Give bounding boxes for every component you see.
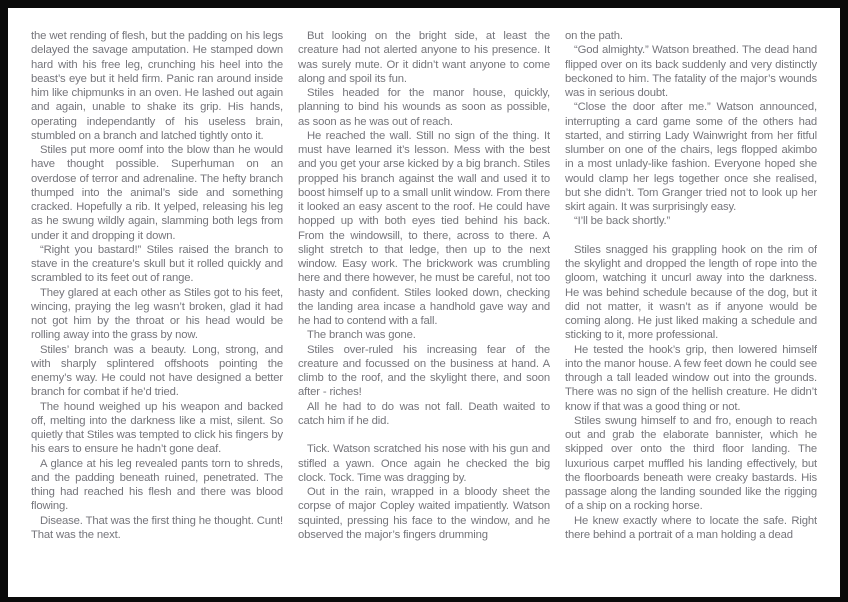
paragraph: Stiles put more oomf into the blow than he would have thought possible. Superhuman on an overdose of terror and adrenaline. The hefty branch thumped into the animal’s side and something cracked. Hopefully a rib. It yelped, releasing his leg as he swung wildly again, slamming both legs from under it and dropping it down. [31,144,283,242]
paragraph: Tick. Watson scratched his nose with his gun and stifled a yawn. Once again he checked the big clock. Tock. Time was dragging by. [298,443,550,484]
paragraph: A glance at his leg revealed pants torn to shreds, and the padding beneath ruined, penetrated. The thing had reached his flesh and there was blood flowing. [31,457,283,513]
paragraph: Stiles over-ruled his increasing fear of the creature and focussed on the business at hand. A climb to the roof, and the skylight there, and soon after - riches! [298,343,550,399]
paragraph: The branch was gone. [307,329,416,342]
paragraph: the wet rending of flesh, but the padding on his legs delayed the savage amputation. He stamped down hard with his free leg, crunching his heel into the beast’s eye but it held firm. Panic ran around inside him like chipmunks in an oven. He lashed out again and again, unable to shake its grip. His hands, operating independantly of his useless brain, stumbled on a branch and latched tightly onto it. [31,30,283,142]
paragraph: “God almighty.” Watson breathed. The dead hand flipped over on its back suddenly and very distinctly beckoned to him. The fatality of the major’s wounds was in serious doubt. [565,44,817,99]
paragraph: They glared at each other as Stiles got to his feet, wincing, praying the leg wasn’t broken, glad it had not got him by the throat or his head would be rolling away into the grass by now. [31,286,283,342]
paragraph: Out in the rain, wrapped in a bloody sheet the corpse of major Copley waited impatiently. Watson squinted, pressing his face to the window, and he observed the major’s fingers drumming [298,486,550,541]
paragraph: All he had to do was not fall. Death waited to catch him if he did. [298,400,550,427]
paragraph: He tested the hook’s grip, then lowered himself into the manor house. A few feet down he could see through a tall leaded window out into the grounds. There was no sign of the hellish creature. He didn’t know if that was a good thing or not. [565,343,817,413]
paragraph: Disease. That was the first thing he thought. Cunt! That was the next. [31,514,283,541]
paragraph: Stiles’ branch was a beauty. Long, strong, and with sharply splintered offshoots pointing the enemy’s way. He could not have designed a better branch for combat if he’d tried. [31,343,283,399]
paragraph: “I’ll be back shortly.” [574,215,671,228]
text-column-2 [298,29,550,581]
book-page [8,8,840,597]
paragraph: But looking on the bright side, at least the creature had not alerted anyone to his presence. It was surely mute. Or it didn’t want anyone to come along and spoil its fun. [298,30,550,85]
paragraph: The hound weighed up his weapon and backed off, melting into the darkness like a mist, silent. So quietly that Stiles was tempted to click his fingers by his ears to ensure he hadn’t gone deaf. [31,400,283,456]
paragraph: Stiles headed for the manor house, quickly, planning to bind his wounds as soon as possible, as soon as he was out of reach. [298,87,550,128]
paragraph: “Close the door after me.” Watson announced, interrupting a card game some of the others had started, and stirring Lady Wainwright from her fitful slumber on one of the chairs, legs flopped akimbo in a most unlady-like fashion. Everyone hoped she would clamp her legs together once she realised, but she didn’t. Tom Granger tried not to look up her skirt again. It was surprisingly easy. [565,101,817,213]
paragraph: He reached the wall. Still no sign of the thing. It must have learned it’s lesson. Mess with the best and you get your arse kicked by a big branch. Stiles propped his branch against the wall and used it to boost himself up to a small unlit window. From there it looked an easy ascent to the roof. He could have hopped up with both eyes tied behind his back. From the windowsill, to there, across to there. A slight stretch to that ledge, then up to the next window. Easy work. The brickwork was crumbling here and there however, he must be careful, not too hasty and confident. Stiles looked down, checking the landing area incase a handhold gave way and he had to contend with a fall. [298,129,550,327]
paragraph: on the path. [565,30,623,42]
paragraph: He knew exactly where to locate the safe. Right there behind a portrait of a man holding a dead [565,514,817,541]
text-column-3 [565,29,817,581]
paragraph: Stiles snagged his grappling hook on the rim of the skylight and dropped the length of rope into the gloom, watching it uncurl away into the darkness. He was behind schedule because of the dog, but it did not matter, it wasn’t as if anyone would be coming along. He just liked making a schedule and sticking to it, more professional. [565,243,817,342]
paragraph: Stiles swung himself to and fro, enough to reach out and grab the elaborate bannister, which he skipped over onto the third floor landing. The luxurious carpet muffled his landing effectively, but the floorboards beneath were creaky bastards. His passage along the landing sounded like the rigging of a ship on a rocking horse. [565,414,817,513]
page-content [8,8,840,597]
text-column-1 [31,29,283,581]
paragraph: “Right you bastard!” Stiles raised the branch to stave in the creature’s skull but it rolled quickly and scrambled to its feet out of range. [31,243,283,285]
